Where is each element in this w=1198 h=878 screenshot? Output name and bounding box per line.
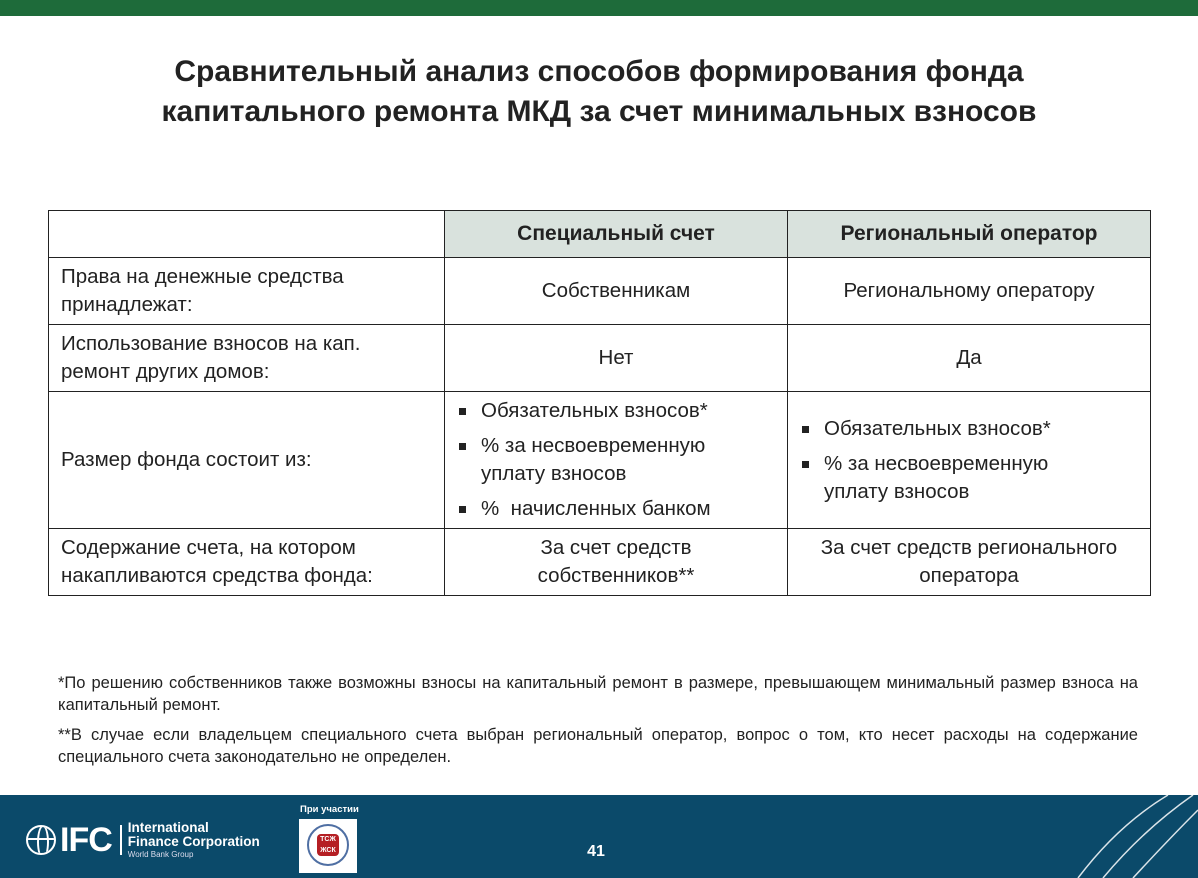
list-item-text: % за несвоевременную (824, 451, 1049, 475)
square-bullet-icon (802, 461, 809, 468)
square-bullet-icon (459, 408, 466, 415)
header-regional-operator: Региональный оператор (788, 211, 1151, 258)
footnote-1: *По решению собственников также возможны взносы на капитальный ремонт в размере, превышающем минимальный размер взноса на капитальный ремонт. (58, 674, 1138, 714)
header-empty-cell (49, 211, 445, 258)
row-label (49, 258, 445, 325)
association-logo (299, 819, 357, 873)
list-item-text: Обязательных взносов* (481, 399, 708, 422)
list-item-text: % начисленных банком (481, 497, 711, 520)
decorative-arcs-icon (1058, 795, 1198, 878)
value-line: За счет средств (540, 536, 692, 559)
table-row (49, 529, 1151, 596)
top-accent-bar (0, 0, 1198, 16)
footnotes (58, 672, 1138, 776)
table-row (49, 392, 1151, 529)
special-account-value: Нет (445, 325, 788, 392)
title-line-2: капитального ремонта МКД за счет минимальных взносов (161, 95, 1037, 128)
row-label (49, 392, 445, 529)
logo-divider (120, 825, 122, 855)
row-label-line: ремонт других домов: (61, 360, 270, 383)
list-item (457, 397, 775, 425)
page-title (60, 52, 1138, 132)
ifc-logo-text: IFC (60, 821, 112, 859)
ifc-org-name (128, 821, 260, 860)
row-label (49, 325, 445, 392)
row-label-line: Размер фонда состоит из: (61, 448, 312, 471)
special-account-bullet-list (457, 397, 775, 523)
value-line: оператора (919, 564, 1019, 587)
value-line: За счет средств регионального (820, 536, 1118, 559)
comparison-table (48, 210, 1151, 596)
partner-caption: При участии (300, 804, 359, 815)
regional-operator-bullet-list (800, 415, 1138, 506)
org-name-line-3: World Bank Group (127, 849, 194, 859)
regional-operator-value (788, 529, 1151, 596)
special-account-list-cell (445, 392, 788, 529)
list-item (457, 432, 775, 488)
regional-operator-value: Региональному оператору (788, 258, 1151, 325)
square-bullet-icon (459, 506, 466, 513)
row-label (49, 529, 445, 596)
footnote-2: **В случае если владельцем специального счета выбран региональный оператор, вопрос о том, кто несет расходы на содержание специального счета законодательно не определен. (58, 726, 1138, 766)
ifc-logo (26, 820, 260, 860)
row-label-line: Использование взносов на кап. (61, 332, 361, 355)
org-name-line-2: Finance Corporation (127, 833, 260, 849)
square-bullet-icon (459, 443, 466, 450)
special-account-value: Собственникам (445, 258, 788, 325)
list-item-text: уплату взносов (824, 479, 970, 503)
association-emblem-icon: ТСЖ ЖСК (317, 834, 339, 856)
list-item-text: Обязательных взносов* (824, 416, 1051, 440)
row-label-line: Права на денежные средства (61, 265, 344, 288)
row-label-line: Содержание счета, на котором (61, 536, 356, 559)
title-line-1: Сравнительный анализ способов формирования фонда (174, 55, 1024, 88)
special-account-value (445, 529, 788, 596)
value-line: собственников** (537, 564, 695, 587)
page-number: 41 (587, 843, 605, 860)
row-label-line: принадлежат: (61, 293, 193, 316)
list-item-text: уплату взносов (481, 462, 627, 485)
table-row (49, 258, 1151, 325)
square-bullet-icon (802, 426, 809, 433)
regional-operator-value: Да (788, 325, 1151, 392)
regional-operator-list-cell (788, 392, 1151, 529)
list-item (800, 415, 1138, 443)
table-header-row (49, 211, 1151, 258)
globe-icon (26, 825, 56, 855)
org-name-line-1: International (127, 819, 209, 835)
header-special-account: Специальный счет (445, 211, 788, 258)
list-item-text: % за несвоевременную (481, 434, 706, 457)
table-row (49, 325, 1151, 392)
footer-bar (0, 795, 1198, 878)
row-label-line: накапливаются средства фонда: (61, 564, 373, 587)
list-item (800, 450, 1138, 506)
list-item (457, 495, 775, 523)
